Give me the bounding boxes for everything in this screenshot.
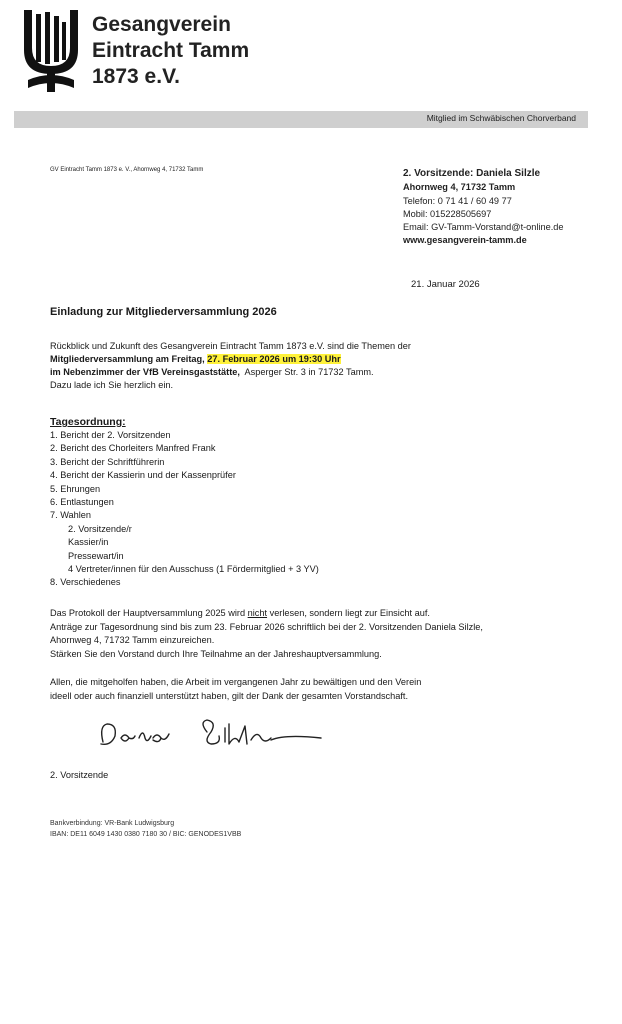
protocol-line-3: Ahornweg 4, 71732 Tamm einzureichen. [50, 635, 215, 646]
agenda-list [50, 429, 319, 590]
organization-name [92, 12, 249, 90]
signer-role: 2. Vorsitzende [50, 770, 109, 780]
intro-line-1: Rückblick und Zukunft des Gesangverein Eintracht Tamm 1873 e.V. sind die Themen der [50, 341, 411, 351]
protocol-not: nicht [247, 608, 268, 618]
contact-block [403, 167, 563, 248]
protocol-line-2: Anträge zur Tagesordnung sind bis zum 23. Februar 2026 schriftlich bei der 2. Vorsitzenden Daniela Silzle, [50, 621, 483, 632]
handwritten-signature [95, 714, 325, 756]
org-line-2: Eintracht Tamm [92, 39, 250, 62]
protocol-paragraph [50, 607, 483, 661]
contact-address: Ahornweg 4, 71732 Tamm [403, 182, 516, 193]
agenda-item: 5. Ehrungen [50, 483, 101, 494]
contact-website: www.gesangverein-tamm.de [403, 235, 527, 246]
agenda-item: 6. Entlastungen [50, 497, 114, 508]
contact-email: Email: GV-Tamm-Vorstand@t-online.de [403, 222, 564, 233]
bank-line-1: Bankverbindung: VR-Bank Ludwigsburg [50, 820, 175, 827]
agenda-title: Tagesordnung: [50, 416, 126, 428]
agenda-item: 1. Bericht der 2. Vorsitzenden [50, 430, 171, 440]
agenda-item: 7. Wahlen [50, 510, 92, 521]
letter-subject: Einladung zur Mitgliederversammlung 2026 [50, 306, 277, 318]
bank-details [50, 818, 241, 840]
letter-date: 21. Januar 2026 [411, 279, 480, 290]
agenda-item: 2. Bericht des Chorleiters Manfred Frank [50, 443, 216, 454]
org-line-3: 1873 e.V. [92, 65, 180, 88]
agenda-item: 4. Bericht der Kassierin und der Kassenprüfer [50, 470, 236, 481]
protocol-line-4: Stärken Sie den Vorstand durch Ihre Teilnahme an der Jahreshauptversammlung. [50, 648, 382, 659]
contact-mobile: Mobil: 015228505697 [403, 208, 492, 219]
member-bar [14, 111, 588, 128]
bank-line-2: IBAN: DE11 6049 1430 0380 7180 30 / BIC: GENODES1VBB [50, 831, 242, 838]
contact-phone: Telefon: 0 71 41 / 60 49 77 [403, 195, 512, 206]
agenda-item: 8. Verschiedenes [50, 577, 121, 588]
agenda-sub-item: Kassier/in [68, 537, 109, 548]
intro-line-3 [50, 366, 590, 379]
contact-title: 2. Vorsitzende: Daniela Silzle [403, 168, 541, 179]
protocol-text-a: Das Protokoll der Hauptversammlung 2025 wird [50, 608, 248, 618]
meeting-label: Mitgliederversammlung am Freitag, [50, 354, 205, 364]
choir-logo [20, 8, 82, 94]
agenda-sub-item: 4 Vertreter/innen für den Ausschuss (1 Fördermitglied + 3 YV) [68, 564, 319, 575]
thanks-line-1: Allen, die mitgeholfen haben, die Arbeit im vergangenen Jahr zu bewältigen und den Verein [50, 677, 422, 687]
intro-line-2 [50, 353, 590, 366]
agenda-item: 3. Bericht der Schriftführerin [50, 456, 165, 467]
protocol-line-1 [50, 607, 483, 621]
thanks-line-2: ideell oder auch finanziell unterstützt haben, gilt der Dank der gesamten Vorstandschaft. [50, 690, 409, 701]
protocol-text-b: verlesen, sondern liegt zur Einsicht auf. [267, 608, 430, 618]
meeting-address: Asperger Str. 3 in 71732 Tamm. [239, 367, 374, 377]
org-line-1: Gesangverein [92, 13, 231, 36]
member-bar-text: Mitglied im Schwäbischen Chorverband [426, 113, 576, 123]
agenda-sub-item: 2. Vorsitzende/r [68, 523, 132, 534]
meeting-date-highlight: 27. Februar 2026 um 19:30 Uhr [207, 354, 341, 364]
agenda-sub-item: Pressewart/in [68, 550, 124, 561]
sender-line: GV Eintracht Tamm 1873 e. V., Ahornweg 4, 71732 Tamm [50, 167, 204, 173]
intro-paragraph [50, 340, 590, 392]
meeting-venue: im Nebenzimmer der VfB Vereinsgaststätte, [50, 367, 240, 377]
intro-line-4: Dazu lade ich Sie herzlich ein. [50, 380, 174, 390]
thanks-paragraph [50, 676, 421, 703]
